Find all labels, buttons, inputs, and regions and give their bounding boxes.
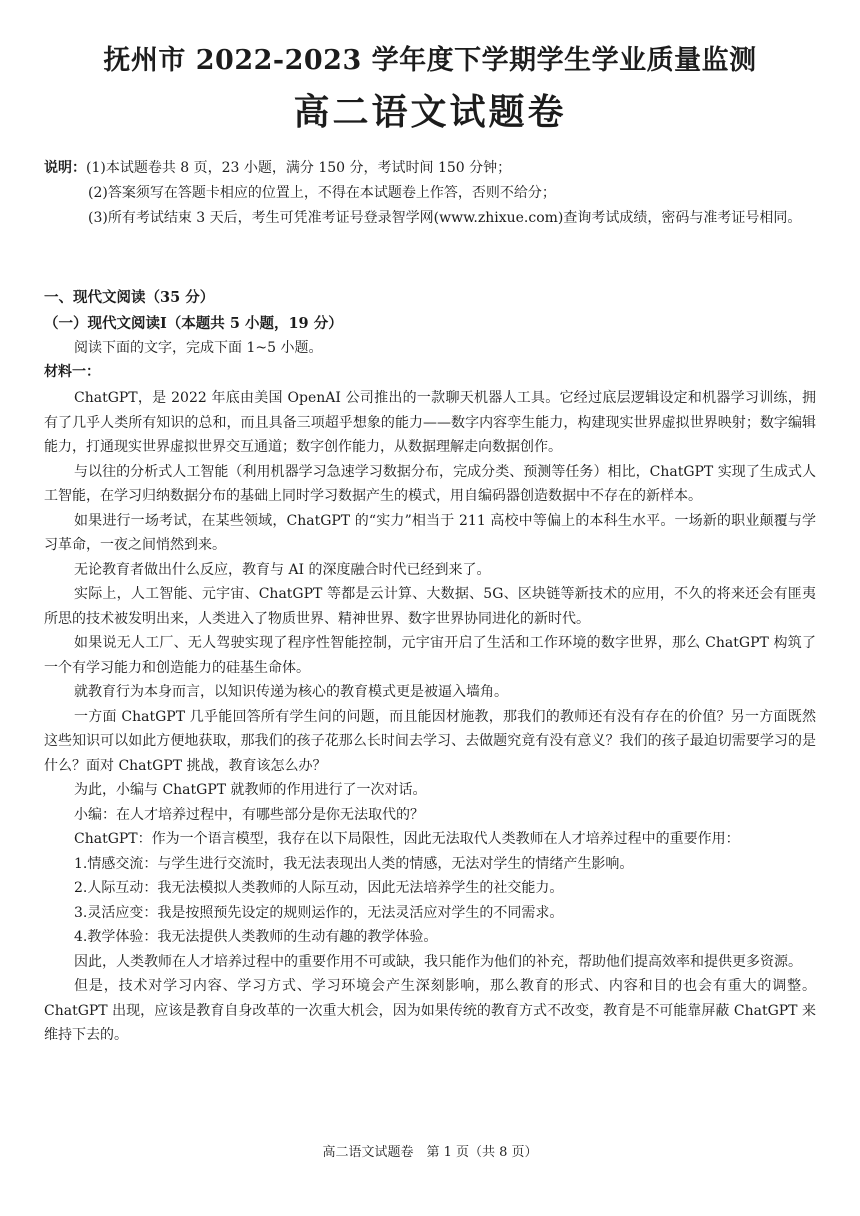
material-label: 材料一： [44, 364, 100, 380]
exam-subtitle: 高二语文试题卷 [293, 91, 567, 133]
instruction-item-2: (2)答案须写在答题卡相应的位置上，不得在本试题卷上作答，否则不给分； [88, 185, 556, 201]
passage-paragraph: 但是，技术对学习内容、学习方式、学习环境会产生深刻影响，那么教育的形式、内容和目的也会有重大的调整。ChatGPT 出现，应该是教育自身改革的一次重大机会，因为如果传统的教育方式不改变，教育是不可能靠屏蔽 ChatGPT 来维持下去的。 [44, 978, 816, 1043]
passage-paragraph: 无论教育者做出什么反应，教育与 AI 的深度融合时代已经到来了。 [74, 561, 491, 578]
passage-paragraph: 为此，小编与 ChatGPT 就教师的作用进行了一次对话。 [74, 782, 427, 798]
passage-paragraph: 就教育行为本身而言，以知识传递为核心的教育模式更是被逼入墙角。 [74, 684, 508, 700]
passage-paragraph: 小编：在人才培养过程中，有哪些部分是你无法取代的？ [74, 806, 424, 823]
instruction-item-1: (1)本试题卷共 8 页，23 小题，满分 150 分，考试时间 150 分钟； [86, 160, 512, 176]
passage-paragraph: 2.人际互动：我无法模拟人类教师的人际互动，因此无法培养学生的社交能力。 [74, 880, 564, 896]
section-subheading: （一）现代文阅读Ⅰ（本题共 5 小题，19 分） [44, 315, 343, 332]
instruction-line-1 [44, 156, 816, 181]
section-heading: 一、现代文阅读（35 分） [44, 289, 215, 306]
instructions-label: 说明： [44, 160, 86, 176]
page-footer: 高二语文试题卷 第 1 页（共 8 页） [322, 1145, 538, 1160]
passage-paragraph: 与以往的分析式人工智能（利用机器学习急速学习数据分布，完成分类、预测等任务）相比，ChatGPT 实现了生成式人工智能，在学习归纳数据分布的基础上同时学习数据产生的模式，用自编码器创造数据中不存在的新样本。 [44, 463, 816, 504]
passage-paragraph: ChatGPT：作为一个语言模型，我存在以下局限性，因此无法取代人类教师在人才培养过程中的重要作用： [74, 831, 740, 847]
passage-paragraph: 一方面 ChatGPT 几乎能回答所有学生问的问题，而且能因材施教，那我们的教师还有没有存在的价值？另一方面既然这些知识可以如此方便地获取，那我们的孩子花那么长时间去学习、去做题究竟有没有意义？我们的孩子最迫切需要学习的是什么？面对 ChatGPT 挑战，教育该怎么办？ [44, 708, 816, 774]
passage-paragraph: 因此，人类教师在人才培养过程中的重要作用不可或缺，我只能作为他们的补充，帮助他们提高效率和提供更多资源。 [74, 953, 802, 970]
passage-paragraph: ChatGPT，是 2022 年底由美国 OpenAI 公司推出的一款聊天机器人工具。它经过底层逻辑设定和机器学习训练，拥有了几乎人类所有知识的总和，而且具备三项超乎想象的能力——数字内容孪生能力，构建现实世界虚拟世界映射；数字编辑能力，打通现实世界虚拟世界交互通道；数字创作能力，从数据理解走向数据创作。 [44, 390, 816, 455]
exam-title: 抚州市 2022-2023 学年度下学期学生学业质量监测 [103, 45, 757, 76]
passage-paragraph: 3.灵活应变：我是按照预先设定的规则运作的，无法灵活应对学生的不同需求。 [74, 904, 564, 921]
instruction-item-3: (3)所有考试结束 3 天后，考生可凭准考证号登录智学网(www.zhixue.com)查询考试成绩，密码与准考证号相同。 [88, 210, 802, 226]
passage-paragraph: 1.情感交流：与学生进行交流时，我无法表现出人类的情感，无法对学生的情绪产生影响。 [74, 855, 634, 872]
instructions-block [44, 156, 816, 231]
passage-paragraph: 实际上，人工智能、元宇宙、ChatGPT 等都是云计算、大数据、5G、区块链等新技术的应用，不久的将来还会有匪夷所思的技术被发明出来，人类进入了物质世界、精神世界、数字世界协同进化的新时代。 [44, 586, 816, 627]
reading-instruction: 阅读下面的文字，完成下面 1~5 小题。 [74, 340, 323, 356]
passage-body [44, 386, 816, 1048]
passage-paragraph: 如果进行一场考试，在某些领域，ChatGPT 的“实力”相当于 211 高校中等偏上的本科生水平。一场新的职业颠覆与学习革命，一夜之间悄然到来。 [44, 512, 816, 553]
passage-paragraph: 如果说无人工厂、无人驾驶实现了程序性智能控制，元宇宙开启了生活和工作环境的数字世界，那么 ChatGPT 构筑了一个有学习能力和创造能力的硅基生命体。 [44, 635, 816, 676]
passage-paragraph: 4.教学体验：我无法提供人类教师的生动有趣的教学体验。 [74, 929, 438, 945]
